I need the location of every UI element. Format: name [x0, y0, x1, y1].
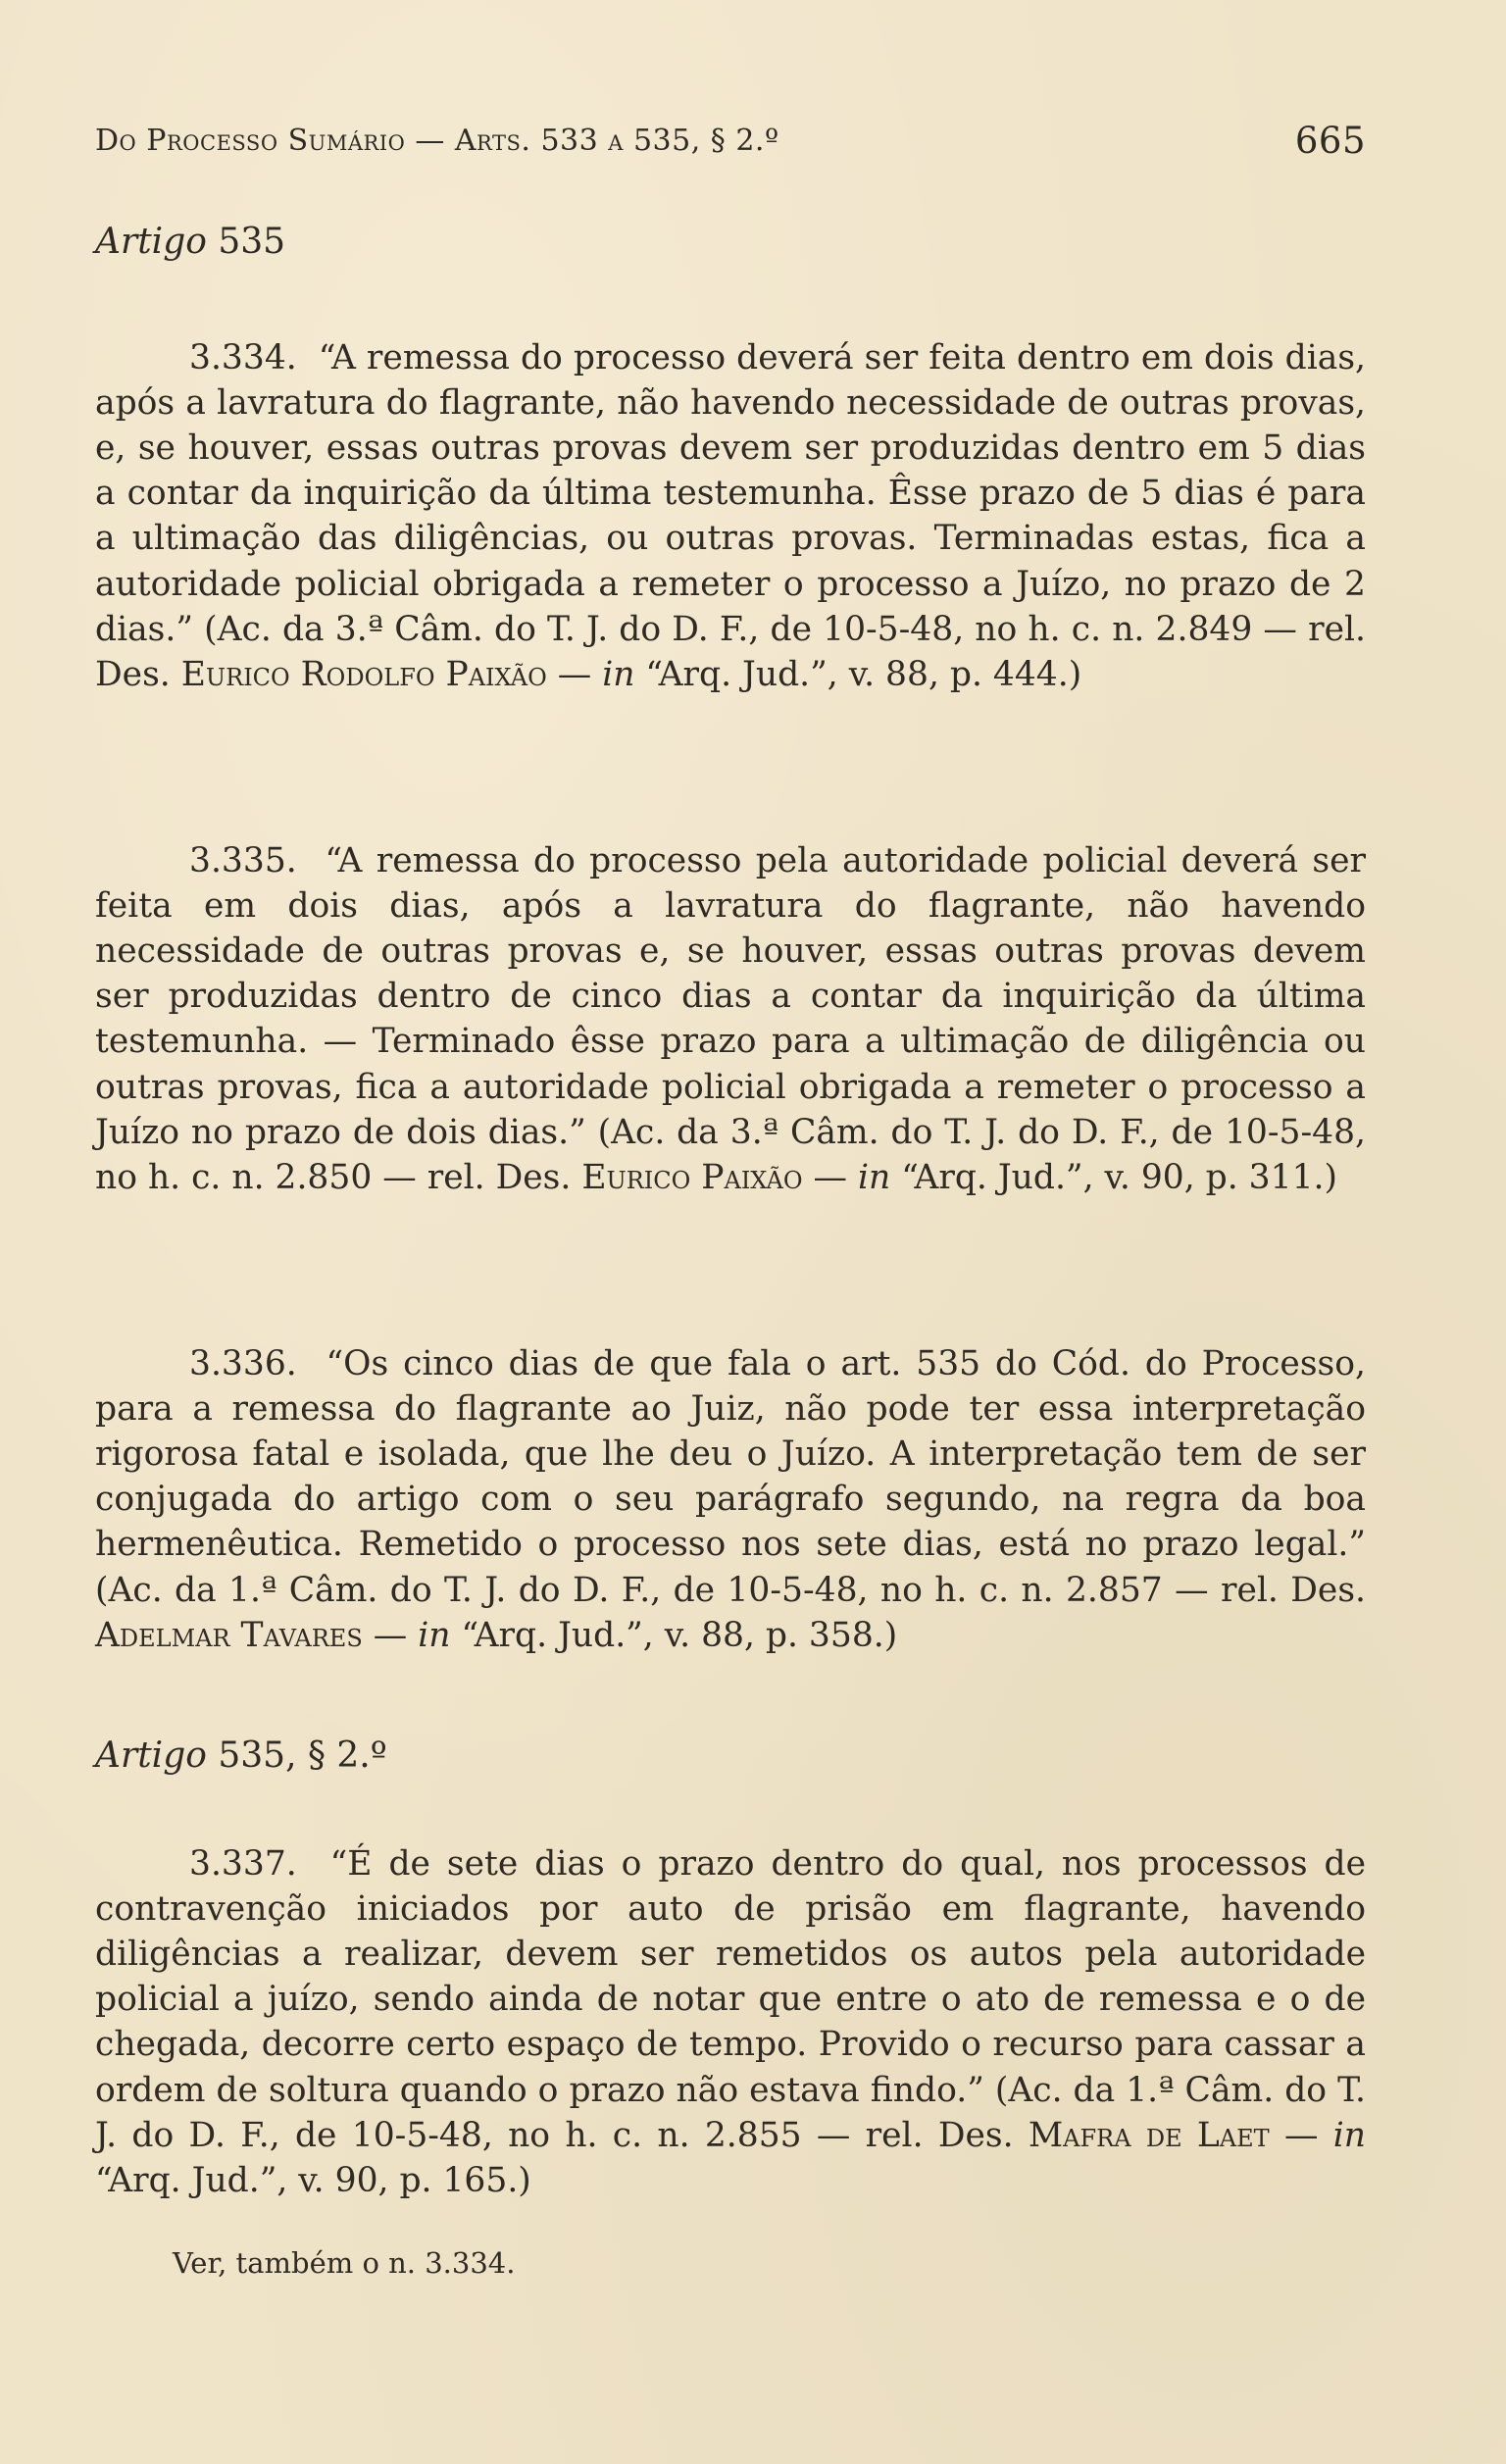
- in-word: in: [857, 1157, 891, 1197]
- entry-number: 3.337.: [189, 1843, 297, 1884]
- entry-3335: [95, 838, 1366, 1201]
- judge-name: Eurico Paixão: [581, 1157, 803, 1197]
- section-heading-artigo-535-par-2: [95, 1734, 387, 1779]
- page-number: 665: [1294, 120, 1366, 162]
- entry-quote: “É de sete dias o prazo dentro do qual, nos processos de contravenção iniciados por auto de prisão em flagrante, havendo diligências a realizar, devem ser remetidos os autos pela autoridade policial a juízo, sendo ainda de notar que entre o ato de remessa e o de chegada, decorre certo espaço de tempo. Provido o recurso para cassar a ordem de soltura quando o prazo não estava findo.”: [95, 1843, 1367, 2110]
- judge-name: Adelmar Tavares: [95, 1615, 363, 1655]
- entry-number: 3.336.: [189, 1343, 297, 1383]
- see-also-note: Ver, também o n. 3.334.: [173, 2246, 516, 2280]
- in-word: in: [1332, 2115, 1366, 2155]
- section-heading-artigo-535: [95, 220, 285, 265]
- running-head-title: Do Processo Sumário — Arts. 533 a 535, § 2.º: [95, 124, 779, 158]
- citation-dash: —: [362, 1615, 419, 1655]
- entry-quote: “Os cinco dias de que fala o art. 535 do Cód. do Processo, para a remessa do flagrante ao Juiz, não pode ter essa interpretação rigorosa fatal e isolada, que lhe deu o Juízo. A interpretação tem de ser conjugada do artigo com o seu parágrafo segundo, na regra da boa hermenêutica. Remetido o processo nos sete dias, está no prazo legal.”: [95, 1343, 1366, 1565]
- running-head: [95, 120, 1366, 163]
- entry-3336: [95, 1341, 1366, 1658]
- entry-quote: “A remessa do processo deverá ser feita dentro em dois dias, após a lavratura do flagrante, não havendo necessidade de outras provas, e, se houver, essas outras provas devem ser produzidas dentro em 5 dias a contar da inquirição da última testemunha. Êsse prazo de 5 dias é para a ultimação das diligências, ou outras provas. Terminadas estas, fica a autoridade policial obrigada a remeter o processo a Juízo, no prazo de 2 dias.”: [95, 337, 1366, 649]
- citation-dash: —: [802, 1157, 858, 1197]
- in-word: in: [418, 1615, 451, 1655]
- citation-dash: —: [546, 654, 603, 694]
- citation-source: “Arq. Jud.”, v. 88, p. 444.): [634, 654, 1082, 694]
- entry-3337: [95, 1841, 1366, 2204]
- judge-name: Eurico Rodolfo Paixão: [180, 654, 547, 694]
- heading-italic: Artigo: [95, 1735, 207, 1776]
- entry-number: 3.335.: [189, 840, 297, 880]
- citation-source: “Arq. Jud.”, v. 90, p. 165.): [95, 2160, 531, 2200]
- entry-number: 3.334.: [189, 337, 297, 377]
- entry-3334: [95, 335, 1366, 698]
- citation: (Ac. da 3.ª Câm. do T. J. do D. F., de 10-5-48, no h. c. n. 2.849 — rel. Des.: [95, 609, 1366, 694]
- judge-name: Mafra de Laet: [1028, 2115, 1270, 2155]
- citation: (Ac. da 1.ª Câm. do T. J. do D. F., de 10-5-48, no h. c. n. 2.855 — rel. Des.: [95, 2070, 1366, 2155]
- heading-number: 535: [206, 222, 286, 262]
- entry-quote: “A remessa do processo pela autoridade policial deverá ser feita em dois dias, após a lavratura do flagrante, não havendo necessidade de outras provas e, se houver, essas outras provas devem ser produzidas dentro de cinco dias a contar da inquirição da última testemunha. — Terminado êsse prazo para a ultimação de diligência ou outras provas, fica a autoridade policial obrigada a remeter o processo a Juízo no prazo de dois dias.”: [95, 840, 1367, 1152]
- citation: (Ac. da 1.ª Câm. do T. J. do D. F., de 10-5-48, no h. c. n. 2.857 — rel. Des.: [95, 1570, 1366, 1610]
- heading-number: 535, § 2.º: [206, 1735, 387, 1776]
- citation-source: “Arq. Jud.”, v. 90, p. 311.): [890, 1157, 1337, 1197]
- citation-source: “Arq. Jud.”, v. 88, p. 358.): [450, 1615, 898, 1655]
- citation: (Ac. da 3.ª Câm. do T. J. do D. F., de 10-5-48, no h. c. n. 2.850 — rel. Des.: [95, 1112, 1366, 1197]
- in-word: in: [602, 654, 635, 694]
- heading-italic: Artigo: [95, 222, 207, 262]
- citation-dash: —: [1269, 2115, 1333, 2155]
